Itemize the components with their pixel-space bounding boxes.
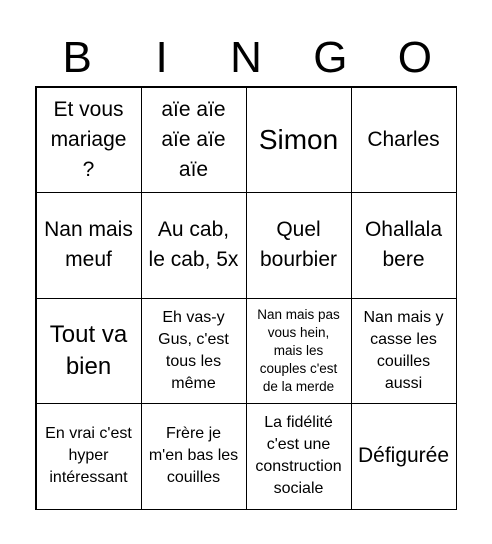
bingo-cell[interactable]	[351, 403, 457, 510]
bingo-cell-text: Frère je m'en bas les couilles	[148, 425, 239, 487]
bingo-cell[interactable]	[141, 192, 247, 299]
bingo-cell-text: La fidélité c'est une construction sociale	[255, 414, 342, 498]
bingo-cell-text: Simon	[258, 123, 339, 155]
bingo-cell-text: aïe aïe aïe aïe aïe	[161, 97, 226, 181]
bingo-cell-text: Ohallala bere	[364, 218, 443, 272]
bingo-cell[interactable]	[246, 87, 352, 194]
bingo-cell-text: Nan mais pas vous hein, mais les couples c'est de la merde	[257, 306, 340, 394]
bingo-cell-text: Charles	[367, 127, 440, 151]
bingo-cell[interactable]	[246, 298, 352, 405]
bingo-grid	[35, 86, 457, 510]
bingo-cell[interactable]	[36, 192, 142, 299]
header-letter-o: O	[397, 33, 432, 82]
bingo-cell[interactable]	[351, 87, 457, 194]
bingo-header	[35, 30, 457, 86]
bingo-cell-text: Nan mais y casse les couilles aussi	[363, 308, 444, 392]
bingo-cell-text: Et vous mariage ?	[50, 97, 127, 181]
bingo-cell[interactable]	[141, 87, 247, 194]
bingo-cell-text: Au cab, le cab, 5x	[148, 218, 239, 272]
bingo-cell-text: Eh vas-y Gus, c'est tous les même	[158, 308, 229, 392]
bingo-cell[interactable]	[351, 192, 457, 299]
header-letter-g: G	[313, 33, 348, 82]
header-letter-n: N	[230, 33, 262, 82]
bingo-cell[interactable]	[246, 192, 352, 299]
bingo-cell[interactable]	[351, 298, 457, 405]
bingo-cell[interactable]	[36, 403, 142, 510]
bingo-cell-text: Quel bourbier	[259, 218, 338, 272]
bingo-cell-text: Nan mais meuf	[44, 218, 133, 272]
bingo-cell[interactable]	[141, 403, 247, 510]
header-letter-b: B	[62, 33, 92, 82]
bingo-cell[interactable]	[36, 298, 142, 405]
header-letter-i: I	[155, 33, 168, 82]
bingo-cell-text: Défigurée	[357, 444, 450, 468]
bingo-cell-text: Tout va bien	[49, 320, 128, 380]
bingo-cell[interactable]	[246, 403, 352, 510]
bingo-cell[interactable]	[141, 298, 247, 405]
bingo-cell[interactable]	[36, 87, 142, 194]
bingo-cell-text: En vrai c'est hyper intéressant	[45, 425, 132, 487]
